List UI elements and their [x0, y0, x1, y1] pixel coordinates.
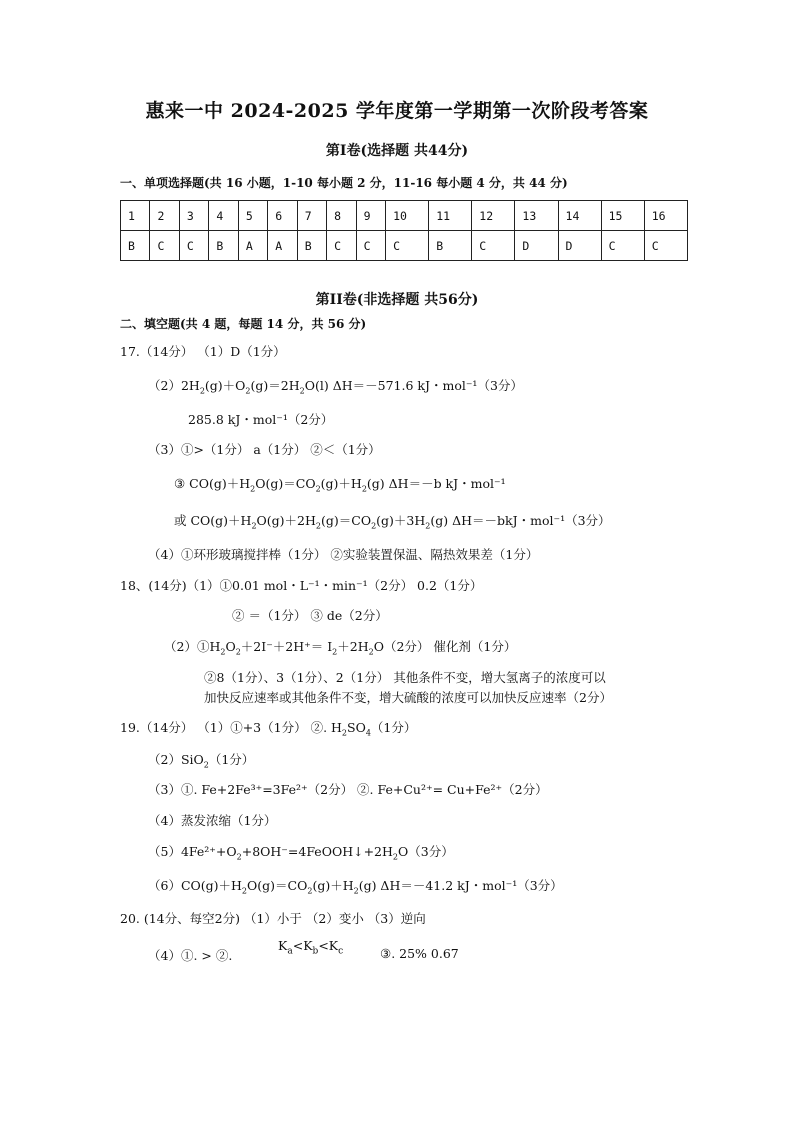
table-cell: B	[209, 231, 238, 261]
q18-line-1: 18、(14分)（1）①0.01 mol・L⁻¹・min⁻¹（2分） 0.2（1分）	[120, 578, 483, 593]
q19-line-1: 19.（14分） （1）①+3（1分） ②. $H_2SO_4(1$分）	[120, 720, 417, 738]
q18-line-4: ②8（1分）、3（1分）、2（1分） 其他条件不变，增大氢离子的浓度可以	[204, 670, 606, 685]
table-cell: 7	[297, 201, 326, 231]
answer-table	[120, 200, 688, 261]
q18-line-3: $(2)①H_2O_2+2I^-+2H^+= I_2+2H_2O(2$分） 催化剂（1分）	[164, 639, 517, 657]
table-cell: 1	[121, 201, 150, 231]
q17-line-2: $(2)2H_2(g)+O_2(g)=2H_2O(l)$ ΔH＝－571.6 kJ・mol⁻¹（3分）	[148, 378, 523, 396]
table-cell: 5	[238, 201, 267, 231]
q20-k-comparison: $K_a<K_b<K_c$	[278, 938, 344, 957]
part2-title: 第II卷(非选择题 共56分)	[315, 292, 479, 308]
q19-line-6: $(6)CO(g)+H_2O(g)=CO_2(g)+H_2(g)$ ΔH＝－41.2 kJ・mol⁻¹（3分）	[148, 878, 563, 896]
q17-line-6: 或 $CO(g)+H_2O(g)+2H_2(g)=CO_2(g)+3H_2(g)$ ΔH＝－bkJ・mol⁻¹（3分）	[174, 513, 611, 531]
q19-line-2: （2）SiO$_2$（1分）	[148, 752, 255, 770]
table-cell: D	[558, 231, 601, 261]
table-cell: 13	[515, 201, 558, 231]
q19-line-4: （4）蒸发浓缩（1分）	[148, 813, 277, 828]
answer-table-answer-row	[121, 231, 688, 261]
table-cell: C	[150, 231, 179, 261]
q17-line-3: 285.8 kJ・mol⁻¹（2分）	[188, 412, 334, 427]
table-cell: C	[472, 231, 515, 261]
table-cell: C	[179, 231, 208, 261]
table-cell: B	[297, 231, 326, 261]
table-cell: 3	[179, 201, 208, 231]
q20-line-2: （4）①. > ②.	[148, 948, 233, 963]
table-cell: D	[515, 231, 558, 261]
answer-table-number-row	[121, 201, 688, 231]
table-cell: 8	[327, 201, 356, 231]
table-cell: C	[386, 231, 429, 261]
part1-section-heading: 一、单项选择题(共 16 小题，1-10 每小题 2 分，11-16 每小题 4 分，共 44 分)	[120, 176, 568, 190]
q19-line-5: $(5)4Fe^{2+}+O_2+8OH^-=4FeOOH↓+2H_2O(3$分）	[148, 844, 454, 862]
q20-line-1: 20. (14分、每空2分) （1）小于 （2）变小 （3）逆向	[120, 911, 426, 926]
q20-line-2-tail: ③. 25% 0.67	[380, 946, 459, 961]
q17-line-5: ③ $CO(g)+H_2O(g)=CO_2(g)+H_2(g)$ ΔH＝－b kJ・mol⁻¹	[174, 476, 506, 494]
table-cell: 6	[268, 201, 297, 231]
part1-title: 第Ⅰ卷(选择题 共44分)	[325, 143, 469, 159]
table-cell: 16	[644, 201, 687, 231]
q18-line-2: ② ＝（1分） ③ de（2分）	[232, 608, 388, 623]
table-cell: 11	[429, 201, 472, 231]
table-cell: 2	[150, 201, 179, 231]
q17-line-1: 17.（14分） （1）D（1分）	[120, 344, 286, 359]
part2-section-heading: 二、填空题(共 4 题，每题 14 分，共 56 分)	[120, 317, 367, 331]
page-title: 惠来一中 2024-2025 学年度第一学期第一次阶段考答案	[145, 100, 649, 122]
q18-line-5: 加快反应速率或其他条件不变，增大硫酸的浓度可以加快反应速率（2分）	[204, 690, 612, 705]
table-cell: B	[429, 231, 472, 261]
table-cell: C	[601, 231, 644, 261]
table-cell: 9	[356, 201, 385, 231]
table-cell: 12	[472, 201, 515, 231]
table-cell: 4	[209, 201, 238, 231]
q17-line-4: （3）①>（1分） a（1分） ②＜（1分）	[148, 442, 381, 457]
table-cell: C	[356, 231, 385, 261]
table-cell: 14	[558, 201, 601, 231]
table-cell: C	[644, 231, 687, 261]
table-cell: A	[238, 231, 267, 261]
table-cell: B	[121, 231, 150, 261]
table-cell: 15	[601, 201, 644, 231]
q19-line-3: （3）①. Fe+2Fe³⁺=3Fe²⁺（2分） ②. Fe+Cu²⁺= Cu+Fe²⁺（2分）	[148, 782, 548, 797]
table-cell: A	[268, 231, 297, 261]
table-cell: 10	[386, 201, 429, 231]
table-cell: C	[327, 231, 356, 261]
q17-line-7: （4）①环形玻璃搅拌棒（1分） ②实验装置保温、隔热效果差（1分）	[148, 547, 539, 562]
